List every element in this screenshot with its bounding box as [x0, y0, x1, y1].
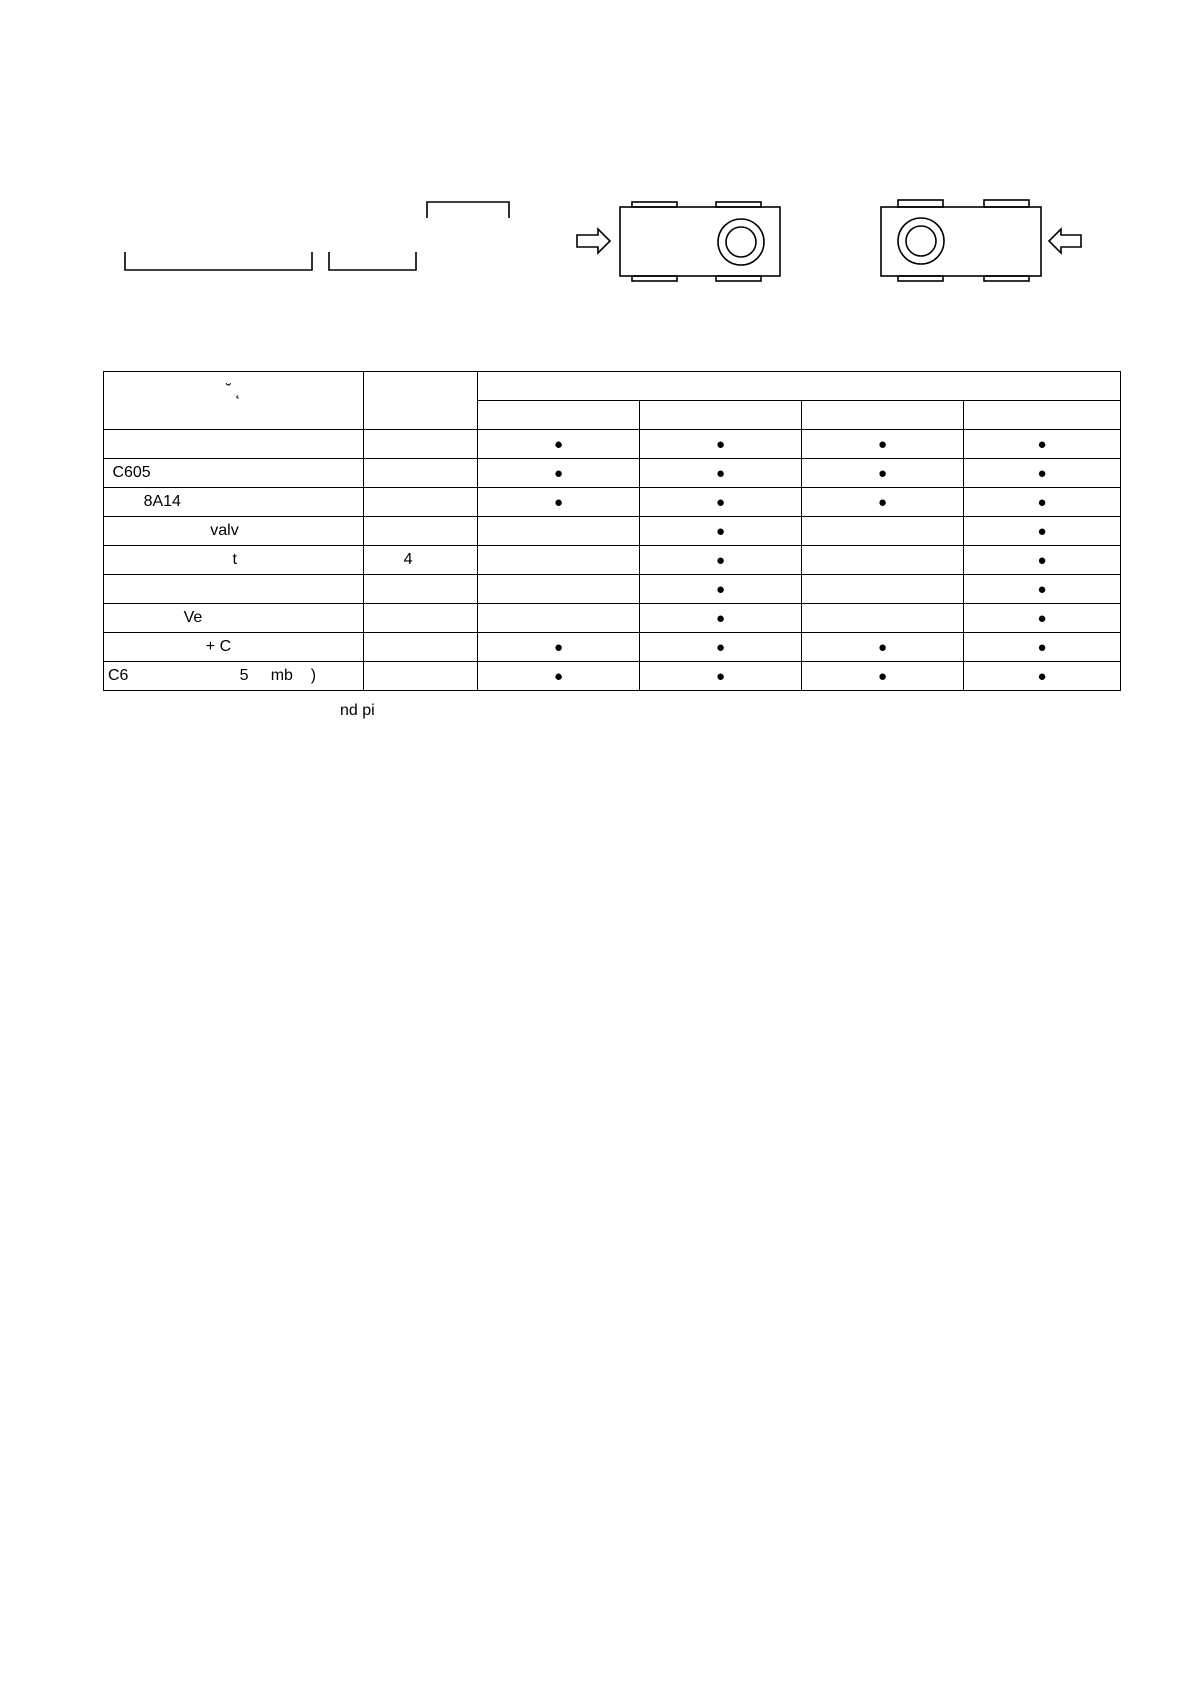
row-code: 4 — [364, 546, 478, 575]
row-mark: ● — [964, 459, 1121, 488]
row-label: t — [104, 546, 364, 575]
row-mark: ● — [478, 662, 640, 691]
table-row — [104, 604, 1121, 633]
row-code — [364, 662, 478, 691]
row-code — [364, 604, 478, 633]
row-mark: ● — [478, 430, 640, 459]
header-col1: ˘ ˛ — [104, 372, 364, 430]
footnote: nd pi — [340, 702, 375, 719]
table-row — [104, 488, 1121, 517]
table-header-row — [104, 372, 1121, 401]
row-code — [364, 430, 478, 459]
table-row — [104, 575, 1121, 604]
row-mark: ● — [640, 459, 802, 488]
row-mark: ● — [640, 546, 802, 575]
row-code — [364, 633, 478, 662]
table-row — [104, 430, 1121, 459]
spec-table — [103, 371, 1121, 691]
row-mark: ● — [478, 633, 640, 662]
row-label: C605 — [104, 459, 364, 488]
unit-left — [620, 202, 780, 281]
row-mark — [802, 575, 964, 604]
row-mark — [478, 575, 640, 604]
row-mark: ● — [640, 662, 802, 691]
row-mark: ● — [640, 604, 802, 633]
arrow-left-icon — [1049, 229, 1081, 253]
row-mark: ● — [802, 488, 964, 517]
row-mark: ● — [964, 604, 1121, 633]
row-label: 8A14 — [104, 488, 364, 517]
subheader-3 — [802, 401, 964, 430]
row-label: C6 5 mb ) — [104, 662, 364, 691]
row-mark: ● — [802, 430, 964, 459]
row-mark: ● — [802, 662, 964, 691]
row-code — [364, 459, 478, 488]
row-mark: ● — [964, 575, 1121, 604]
table-row — [104, 517, 1121, 546]
header-group — [478, 372, 1121, 401]
row-mark: ● — [640, 633, 802, 662]
row-mark: ● — [640, 488, 802, 517]
row-label: Ve — [104, 604, 364, 633]
row-label — [104, 430, 364, 459]
table-row — [104, 546, 1121, 575]
unit-right — [881, 200, 1041, 281]
row-mark: ● — [964, 546, 1121, 575]
row-mark: ● — [478, 459, 640, 488]
row-mark: ● — [640, 575, 802, 604]
table-row — [104, 459, 1121, 488]
row-mark: ● — [964, 517, 1121, 546]
table-row — [104, 662, 1121, 691]
header-col2 — [364, 372, 478, 430]
arrow-right-icon — [577, 229, 610, 253]
row-code — [364, 517, 478, 546]
row-code — [364, 575, 478, 604]
subheader-4 — [964, 401, 1121, 430]
row-mark: ● — [964, 662, 1121, 691]
row-mark — [478, 546, 640, 575]
row-mark: ● — [640, 430, 802, 459]
row-mark: ● — [802, 459, 964, 488]
row-mark — [802, 546, 964, 575]
row-code — [364, 488, 478, 517]
row-mark: ● — [478, 488, 640, 517]
top-diagram — [0, 0, 1190, 300]
row-mark — [802, 517, 964, 546]
subheader-1 — [478, 401, 640, 430]
bracket-left-long — [125, 252, 312, 270]
row-label: + C — [104, 633, 364, 662]
row-mark: ● — [964, 488, 1121, 517]
row-label: valv — [104, 517, 364, 546]
row-mark: ● — [964, 430, 1121, 459]
row-mark: ● — [640, 517, 802, 546]
row-mark: ● — [802, 633, 964, 662]
row-mark: ● — [964, 633, 1121, 662]
bracket-left-short — [329, 252, 416, 270]
row-mark — [802, 604, 964, 633]
row-label — [104, 575, 364, 604]
row-mark — [478, 517, 640, 546]
table-row — [104, 633, 1121, 662]
subheader-2 — [640, 401, 802, 430]
bracket-upper — [427, 202, 509, 218]
row-mark — [478, 604, 640, 633]
